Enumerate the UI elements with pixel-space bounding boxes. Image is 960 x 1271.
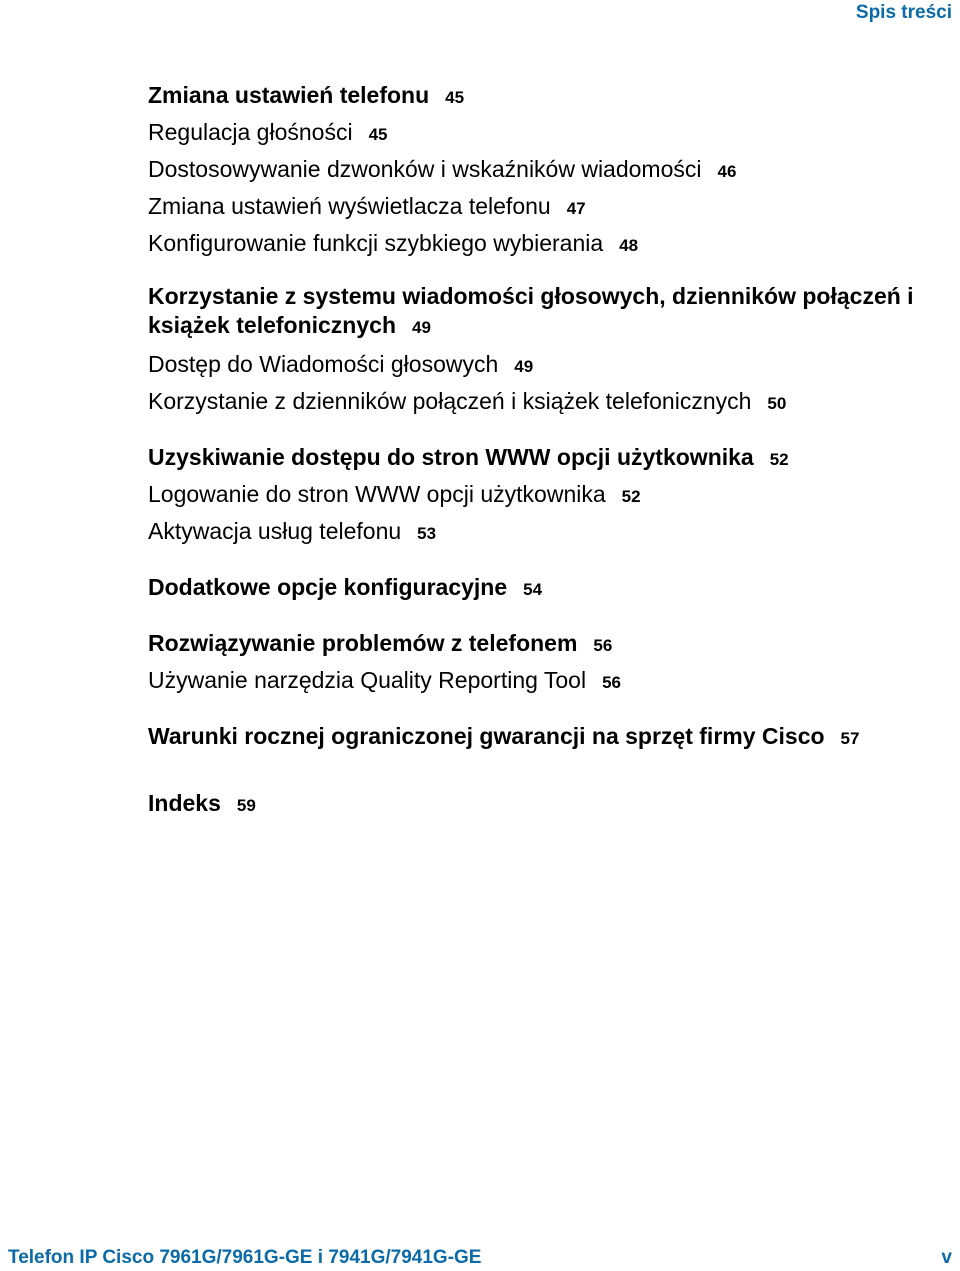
toc-entry[interactable]: [148, 115, 953, 152]
toc-entry[interactable]: [148, 226, 953, 263]
toc-section-index: [148, 786, 953, 823]
toc-entry[interactable]: [148, 384, 953, 421]
toc-entry[interactable]: [148, 626, 953, 663]
toc-entry[interactable]: [148, 719, 953, 756]
toc-page-number: 56: [602, 673, 621, 692]
toc-entry-title: Dodatkowe opcje konfiguracyjne: [148, 574, 508, 600]
toc-page-number: 59: [236, 796, 256, 815]
table-of-contents: [148, 78, 953, 842]
toc-entry-title: Indeks: [148, 790, 221, 816]
toc-section-warranty: [148, 719, 953, 756]
toc-page-number: 57: [840, 729, 860, 748]
toc-entry[interactable]: [148, 477, 953, 514]
toc-page-number: 48: [619, 236, 639, 255]
toc-page-number: 45: [368, 125, 388, 144]
toc-section-user-options: [148, 440, 953, 551]
toc-entry-title: Zmiana ustawień wyświetlacza telefonu: [148, 193, 551, 219]
toc-entry[interactable]: [148, 514, 953, 551]
toc-entry-title: Regulacja głośności: [148, 119, 353, 145]
toc-entry-title: Korzystanie z systemu wiadomości głosowych, dzienników połączeń i książek telefonicznych: [148, 283, 914, 338]
toc-page-number: 52: [769, 450, 789, 469]
toc-section-phone-settings: [148, 78, 953, 263]
toc-page-number: 50: [767, 394, 787, 413]
toc-section-config-options: [148, 570, 953, 607]
footer-product-name: Telefon IP Cisco 7961G/7961G-GE i 7941G/7941G-GE: [8, 1247, 482, 1268]
footer-page-number: v: [941, 1247, 952, 1268]
toc-entry-title: Korzystanie z dzienników połączeń i książek telefonicznych: [148, 388, 752, 414]
toc-entry-title: Rozwiązywanie problemów z telefonem: [148, 630, 578, 656]
toc-entry[interactable]: [148, 570, 953, 607]
toc-entry[interactable]: [148, 440, 953, 477]
toc-page-number: 52: [621, 487, 641, 506]
toc-page-number: 56: [593, 636, 613, 655]
toc-page-number: 49: [514, 357, 534, 376]
toc-entry[interactable]: [148, 189, 953, 226]
toc-entry-title: Konfigurowanie funkcji szybkiego wybierania: [148, 230, 604, 256]
toc-entry[interactable]: [148, 663, 953, 700]
toc-entry[interactable]: [148, 786, 953, 823]
toc-page-number: 49: [412, 318, 431, 337]
toc-page-number: 46: [717, 162, 737, 181]
page-header-title: Spis treści: [855, 2, 952, 23]
toc-entry[interactable]: [148, 152, 953, 189]
toc-entry[interactable]: [148, 282, 953, 347]
toc-section-voice-messages: [148, 282, 953, 421]
toc-entry[interactable]: [148, 78, 953, 115]
toc-page-number: 45: [445, 88, 465, 107]
toc-entry-title: Aktywacja usług telefonu: [148, 518, 402, 544]
toc-section-troubleshooting: [148, 626, 953, 700]
toc-entry-title: Dostosowywanie dzwonków i wskaźników wiadomości: [148, 156, 702, 182]
toc-page-number: 53: [417, 524, 437, 543]
toc-entry-title: Warunki rocznej ograniczonej gwarancji na sprzęt firmy Cisco: [148, 723, 825, 749]
toc-entry[interactable]: [148, 347, 953, 384]
toc-entry-title: Używanie narzędzia Quality Reporting Tool: [148, 667, 587, 693]
toc-entry-title: Dostęp do Wiadomości głosowych: [148, 351, 499, 377]
toc-page-number: 47: [566, 199, 586, 218]
toc-entry-title: Zmiana ustawień telefonu: [148, 82, 430, 108]
toc-entry-title: Logowanie do stron WWW opcji użytkownika: [148, 481, 606, 507]
toc-page-number: 54: [523, 580, 543, 599]
toc-entry-title: Uzyskiwanie dostępu do stron WWW opcji użytkownika: [148, 444, 754, 470]
